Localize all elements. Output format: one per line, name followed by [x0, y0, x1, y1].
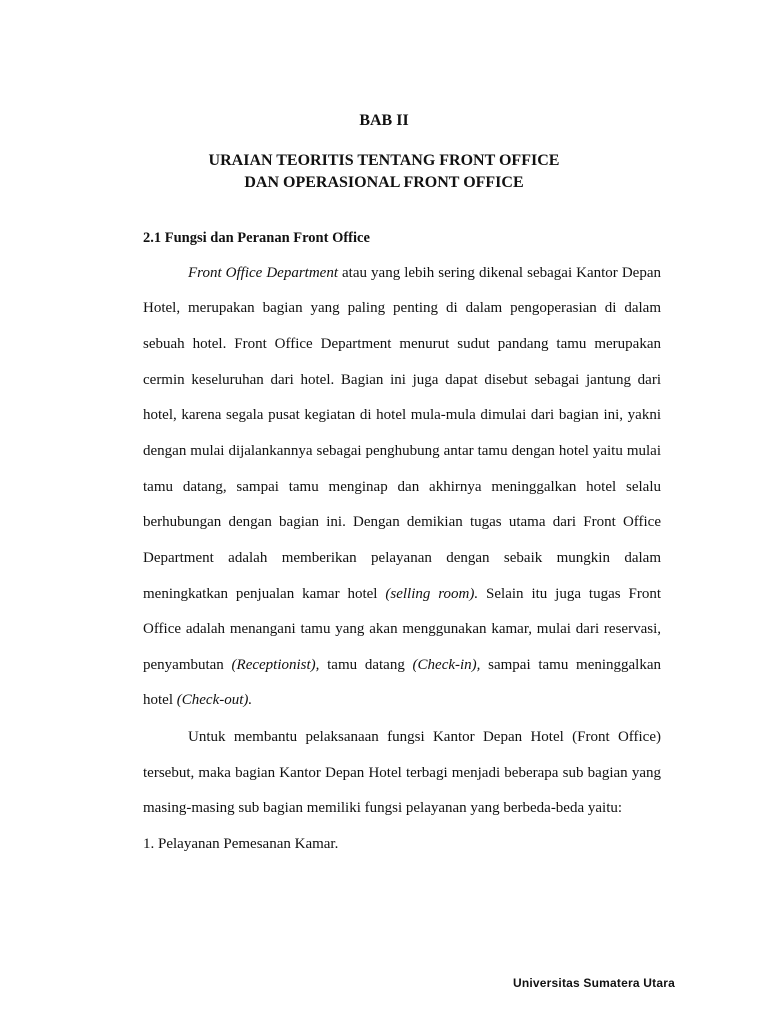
paragraph-line: tamu datang, sampai tamu menginap dan akhirnya meninggalkan hotel selalu	[143, 479, 661, 495]
paragraph-line: masing-masing sub bagian memiliki fungsi pelayanan yang berbeda-beda yaitu:	[143, 800, 623, 816]
emphasis-text: (Check-in),	[412, 657, 481, 673]
emphasis-text: (Check-out).	[176, 692, 253, 708]
section-title: 2.1 Fungsi dan Peranan Front Office	[143, 230, 370, 246]
paragraph-line	[143, 657, 661, 674]
emphasis-text: (selling room).	[385, 586, 479, 602]
emphasis-text: (Receptionist),	[231, 657, 320, 673]
text-span: tamu datang	[319, 657, 413, 673]
paragraph-line: Untuk membantu pelaksanaan fungsi Kantor Depan Hotel (Front Office)	[188, 729, 661, 745]
paragraph-line: Office adalah menangani tamu yang akan menggunakan kamar, mulai dari reservasi,	[143, 621, 661, 637]
paragraph-line	[143, 692, 252, 709]
paragraph-line: berhubungan dengan bagian ini. Dengan demikian tugas utama dari Front Office	[143, 514, 661, 530]
paragraph-line: cermin keseluruhan dari hotel. Bagian ini juga dapat disebut sebagai jantung dari	[143, 372, 661, 388]
paragraph-line	[143, 586, 661, 603]
footer-institution: Universitas Sumatera Utara	[513, 976, 675, 990]
paragraph-line: sebuah hotel. Front Office Department menurut sudut pandang tamu merupakan	[143, 336, 661, 352]
text-span: penyambutan	[143, 657, 232, 673]
emphasis-text: Front Office Department	[188, 265, 338, 281]
list-item: 1. Pelayanan Pemesanan Kamar.	[143, 836, 339, 852]
chapter-title-line-2: DAN OPERASIONAL FRONT OFFICE	[244, 174, 524, 191]
text-span: atau yang lebih sering dikenal sebagai Kantor Depan	[337, 265, 661, 281]
text-span: meningkatkan penjualan kamar hotel	[143, 586, 386, 602]
text-span: hotel	[143, 692, 177, 708]
paragraph-line: dengan mulai dijalankannya sebagai penghubung antar tamu dengan hotel yaitu mulai	[143, 443, 661, 459]
paragraph-line	[188, 265, 661, 282]
paragraph-line: Department adalah memberikan pelayanan dengan sebaik mungkin dalam	[143, 550, 661, 566]
paragraph-line: tersebut, maka bagian Kantor Depan Hotel terbagi menjadi beberapa sub bagian yang	[143, 765, 661, 781]
text-span: sampai tamu meninggalkan	[480, 657, 662, 673]
paragraph-line: Hotel, merupakan bagian yang paling penting di dalam pengoperasian di dalam	[143, 300, 661, 316]
chapter-label: BAB II	[359, 112, 409, 129]
text-span: Selain itu juga tugas Front	[478, 586, 661, 602]
paragraph-line: hotel, karena segala pusat kegiatan di hotel mula-mula dimulai dari bagian ini, yakni	[143, 407, 661, 423]
chapter-title-line-1: URAIAN TEORITIS TENTANG FRONT OFFICE	[208, 152, 560, 169]
